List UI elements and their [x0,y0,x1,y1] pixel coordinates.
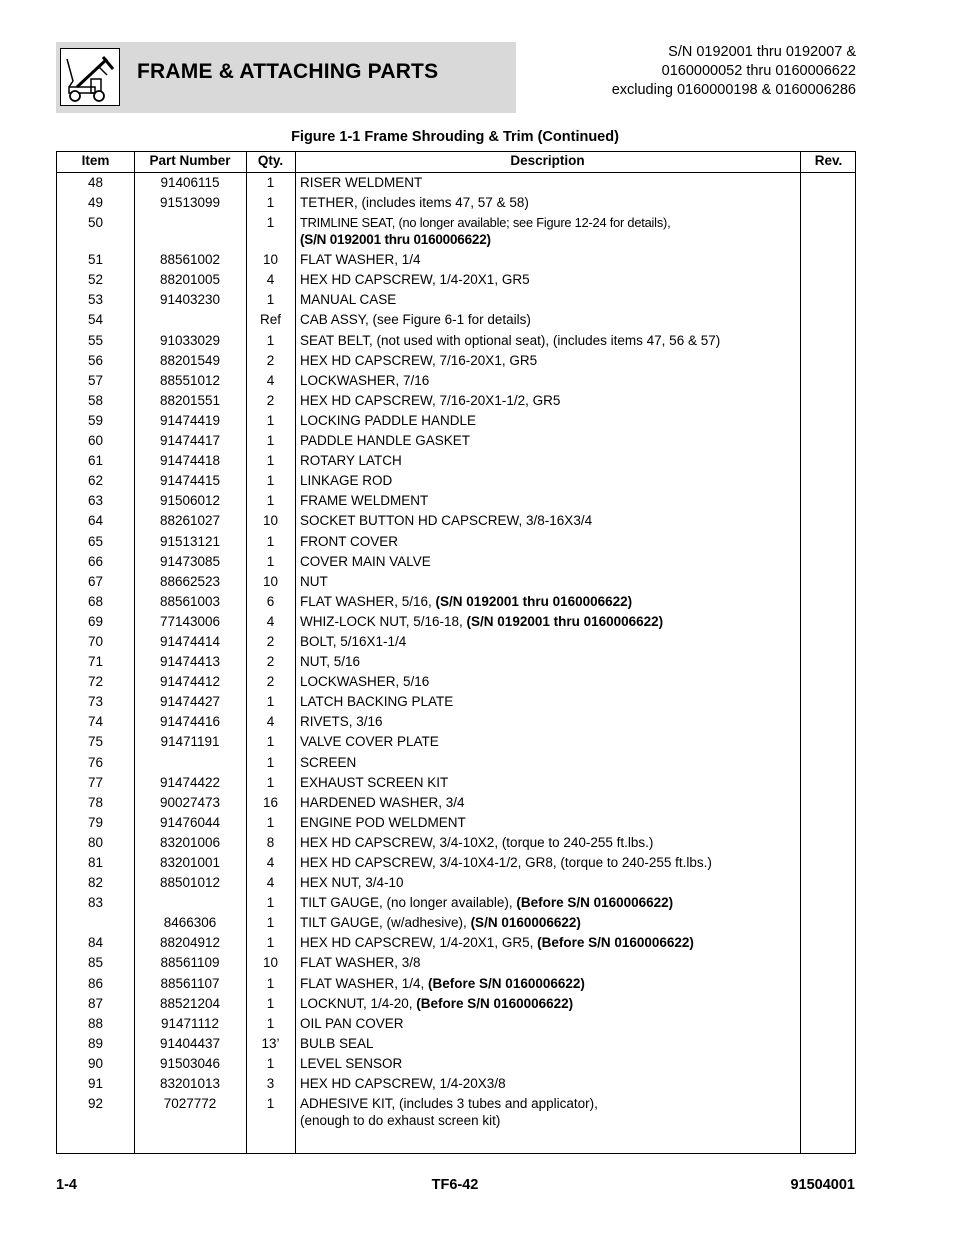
item-cell: 57 [87,372,104,388]
description-text: CAB ASSY, (see Figure 6-1 for details) [300,312,531,328]
qty-cell: 1 [266,754,275,770]
description-cell [300,452,800,469]
description-text: HEX NUT, 3/4-10 [300,875,404,891]
header-rev: Rev. [814,153,843,168]
qty-cell: 1 [266,1015,275,1031]
item-cell: 90 [87,1055,104,1071]
qty-cell: 3 [266,1076,275,1092]
table-row [57,491,857,511]
part-number-cell: 83201001 [159,855,221,870]
item-cell: 72 [87,674,104,690]
qty-cell: 10 [262,513,279,529]
item-cell: 75 [87,734,104,750]
table-row [57,974,857,994]
part-number-cell: 88561107 [160,975,220,991]
part-number-cell: 91474419 [159,412,221,428]
description-text: NUT, 5/16 [300,654,361,670]
item-cell: 91 [87,1076,104,1092]
description-cell [300,1095,800,1129]
description-cell [300,914,800,931]
part-number-cell: 88201549 [159,352,221,368]
description-cell [300,311,800,328]
item-cell: 63 [87,493,104,509]
serial-note: (S/N 0192001 thru 0160006622) [300,232,491,248]
description-text: MANUAL CASE [300,292,397,308]
part-number-cell: 88201551 [159,392,221,408]
description-text: FRONT COVER [300,533,399,549]
item-cell: 73 [87,694,104,710]
table-row [57,431,857,451]
table-row [57,572,857,592]
qty-cell: 2 [266,392,275,408]
part-number-cell: 8466306 [163,915,217,931]
item-cell: 58 [87,392,104,408]
item-cell: 65 [87,533,104,549]
serial-note: (S/N 0192001 thru 0160006622) [466,613,664,629]
description-cell [300,954,800,971]
table-row [57,612,857,632]
part-number-cell: 91474418 [159,453,221,469]
table-row [57,833,857,853]
serial-note: (Before S/N 0160006622) [537,935,694,951]
table-row [57,451,857,471]
description-text: (enough to do exhaust screen kit) [300,1113,501,1129]
part-number-cell: 91474415 [159,473,221,489]
qty-cell: 2 [266,352,275,368]
description-text: TRIMLINE SEAT, (no longer available; see Figure 12-24 for details), [300,215,671,231]
description-text: FRAME WELDMENT [300,493,429,509]
table-row [57,732,857,752]
description-text: TETHER, (includes items 47, 57 & 58) [300,195,529,211]
description-cell [300,894,800,911]
table-row [57,893,857,913]
description-text: EXHAUST SCREEN KIT [300,774,449,790]
qty-cell: 1 [266,175,275,190]
qty-cell: Ref [259,312,281,328]
qty-cell: 10 [262,573,279,589]
description-cell [300,512,800,529]
qty-cell: 1 [266,774,275,790]
qty-cell: 2 [266,674,275,690]
table-row [57,753,857,773]
item-cell: 76 [87,754,104,770]
qty-cell: 1 [266,814,275,830]
description-cell [300,372,800,389]
description-cell [300,553,800,570]
description-cell [300,174,800,191]
item-cell: 79 [87,814,104,830]
part-number-cell: 91474412 [159,674,221,690]
serial-note: (Before S/N 0160006622) [516,895,674,911]
item-cell: 84 [87,935,104,951]
item-cell: 53 [87,292,104,308]
item-cell: 48 [87,175,104,190]
item-cell: 69 [87,613,104,629]
model-number: TF6-42 [431,1177,479,1193]
description-text: ADHESIVE KIT, (includes 3 tubes and applicator), [300,1096,598,1112]
table-row [57,213,857,250]
item-cell: 89 [87,1035,104,1051]
qty-cell: 1 [266,734,275,750]
description-text: VALVE COVER PLATE [300,734,439,750]
table-row [57,290,857,310]
table-row [57,371,857,391]
qty-cell: 4 [266,372,275,388]
table-row [57,692,857,712]
description-text: HEX HD CAPSCREW, 3/4-10X2, (torque to 240-255 ft.lbs.) [300,834,654,850]
description-cell [300,573,800,590]
description-cell [300,733,800,750]
qty-cell: 4 [266,714,275,730]
table-row [57,1014,857,1034]
description-cell [300,633,800,650]
item-cell: 82 [87,875,104,891]
description-cell [300,794,800,811]
qty-cell: 1 [266,533,275,549]
description-text: HEX HD CAPSCREW, 7/16-20X1, GR5 [300,352,538,368]
serial-note: (S/N 0160006622) [470,915,581,931]
description-text: LOCKING PADDLE HANDLE [300,412,477,428]
qty-cell: 1 [266,195,275,211]
description-cell [300,291,800,308]
item-cell: 81 [87,855,104,870]
part-number-cell: 91506012 [159,493,221,509]
item-cell: 52 [87,272,104,288]
part-number-cell: 91474417 [159,433,221,449]
part-number-cell: 91474422 [159,774,221,790]
part-number-cell: 88561003 [159,593,221,609]
header-description: Description [510,153,585,168]
table-row [57,672,857,692]
qty-cell: 1 [266,473,275,489]
table-body [57,173,857,1131]
qty-cell: 1 [266,412,275,428]
table-row [57,411,857,431]
serial-line: S/N 0192001 thru 0192007 & [668,44,856,60]
table-row [57,853,857,873]
description-text: BULB SEAL [300,1035,374,1051]
table-row [57,193,857,213]
qty-cell: 1 [266,433,275,449]
part-number-cell: 88201005 [159,272,221,288]
table-row [57,331,857,351]
description-cell [300,874,800,891]
section-title: FRAME & ATTACHING PARTS [137,60,439,83]
item-cell: 87 [87,995,104,1011]
description-cell [300,774,800,791]
table-row [57,173,857,193]
item-cell: 74 [87,714,104,730]
description-cell [300,613,800,630]
qty-cell: 1 [266,915,275,931]
document-number: 91504001 [790,1177,855,1193]
table-row [57,913,857,933]
serial-note: (Before S/N 0160006622) [428,975,585,991]
qty-cell: 1 [266,215,275,231]
qty-cell: 1 [266,1055,275,1071]
part-number-cell: 91033029 [159,332,221,348]
qty-cell: 13’ [261,1035,280,1051]
table-row [57,511,857,531]
description-cell [300,593,800,610]
table-row [57,994,857,1014]
item-cell: 92 [87,1096,104,1112]
description-text: HEX HD CAPSCREW, 7/16-20X1-1/2, GR5 [300,392,561,408]
description-cell [300,754,800,771]
item-cell: 70 [87,633,104,649]
item-cell: 71 [87,654,104,670]
item-cell: 80 [87,834,104,850]
description-text: ENGINE POD WELDMENT [300,814,466,830]
qty-cell: 1 [266,975,275,991]
description-text: LATCH BACKING PLATE [300,694,454,710]
serial-line: 0160000052 thru 0160006622 [661,63,856,79]
item-cell: 78 [87,794,104,810]
description-text: LOCKNUT, 1/4-20, [300,995,417,1011]
item-cell: 66 [87,553,104,569]
description-text: PADDLE HANDLE GASKET [300,433,471,449]
part-number-cell: 88561002 [159,252,221,268]
description-text: FLAT WASHER, 3/8 [300,955,421,971]
description-cell [300,352,800,369]
telehandler-icon [60,48,120,106]
description-text: OIL PAN COVER [300,1015,404,1031]
description-text: HEX HD CAPSCREW, 3/4-10X4-1/2, GR8, (torque to 240-255 ft.lbs.) [300,855,712,870]
serial-range [612,43,856,100]
description-text: COVER MAIN VALVE [300,553,431,569]
description-text: LINKAGE ROD [300,473,393,489]
qty-cell: 1 [266,553,275,569]
description-cell [300,1015,800,1032]
description-text: TILT GAUGE, (w/adhesive), [300,915,471,931]
qty-cell: 1 [266,453,275,469]
part-number-cell: 88204912 [159,935,221,951]
description-text: BOLT, 5/16X1-1/4 [300,633,407,649]
table-row [57,1034,857,1054]
description-cell [300,271,800,288]
part-number-cell: 91471191 [160,734,220,750]
part-number-cell: 91403230 [159,292,221,308]
table-row [57,773,857,793]
description-cell [300,492,800,509]
part-number-cell: 91513121 [159,533,221,549]
item-cell: 59 [87,412,104,428]
description-text: HEX HD CAPSCREW, 1/4-20X1, GR5 [300,272,530,288]
description-text: HEX HD CAPSCREW, 1/4-20X3/8 [300,1076,506,1092]
table-row [57,310,857,330]
part-number-cell: 88521204 [159,995,221,1011]
table-row [57,391,857,411]
description-text: WHIZ-LOCK NUT, 5/16-18, [300,613,467,629]
part-number-cell: 91476044 [159,814,221,830]
qty-cell: 2 [266,633,275,649]
description-cell [300,975,800,992]
qty-cell: 10 [262,252,279,268]
table-row [57,471,857,491]
description-cell [300,653,800,670]
description-text: SCREEN [300,754,357,770]
serial-note: (Before S/N 0160006622) [416,995,574,1011]
description-cell [300,1075,800,1092]
qty-cell: 4 [266,855,275,870]
table-row [57,250,857,270]
part-number-cell: 91406115 [160,175,220,190]
item-cell: 86 [87,975,104,991]
part-number-cell: 88662523 [159,573,221,589]
description-cell [300,412,800,429]
description-cell [300,432,800,449]
description-text: LOCKWASHER, 5/16 [300,674,430,690]
qty-cell: 2 [266,654,275,670]
item-cell: 54 [87,312,104,328]
item-cell: 56 [87,352,104,368]
description-text: SOCKET BUTTON HD CAPSCREW, 3/8-16X3/4 [300,513,593,529]
table-row [57,933,857,953]
table-row [57,1074,857,1094]
description-text: SEAT BELT, (not used with optional seat), (includes items 47, 56 & 57) [300,332,721,348]
description-text: LEVEL SENSOR [300,1055,403,1071]
qty-cell: 4 [266,613,275,629]
item-cell: 83 [87,895,104,911]
table-row [57,813,857,833]
serial-line: excluding 0160000198 & 0160006286 [611,82,856,98]
qty-cell: 1 [266,292,275,308]
description-cell [300,472,800,489]
header-item: Item [81,153,110,168]
header-part-number: Part Number [149,153,231,168]
description-text: RIVETS, 3/16 [300,714,383,730]
qty-cell: 4 [266,875,275,891]
qty-cell: 1 [266,935,275,951]
part-number-cell: 91474427 [159,694,221,710]
part-number-cell: 90027473 [159,794,221,810]
table-row [57,592,857,612]
qty-cell: 1 [266,332,275,348]
item-cell: 85 [87,955,104,971]
part-number-cell: 88561109 [160,955,220,971]
table-row [57,712,857,732]
item-cell: 68 [87,593,104,609]
description-cell [300,194,800,211]
figure-title: Figure 1-1 Frame Shrouding & Trim (Continued) [291,129,619,145]
part-number-cell: 91471112 [160,1015,220,1031]
item-cell: 67 [87,573,104,589]
part-number-cell: 88261027 [159,513,221,529]
description-text: TILT GAUGE, (no longer available), [300,895,517,911]
header-qty: Qty. [257,153,284,168]
part-number-cell: 91404437 [159,1035,221,1051]
part-number-cell: 91474416 [159,714,221,730]
part-number-cell: 91474413 [159,654,221,670]
part-number-cell: 77143006 [159,613,221,629]
description-cell [300,834,800,851]
part-number-cell: 91474414 [159,633,221,649]
description-cell [300,1055,800,1072]
item-cell: 77 [87,774,104,790]
description-cell [300,814,800,831]
description-text: FLAT WASHER, 1/4, [300,975,429,991]
qty-cell: 1 [266,895,275,911]
description-text: FLAT WASHER, 1/4 [300,252,421,268]
description-text: HEX HD CAPSCREW, 1/4-20X1, GR5, [300,935,538,951]
part-number-cell: 91503046 [159,1055,221,1071]
description-text: RISER WELDMENT [300,175,423,190]
description-text: HARDENED WASHER, 3/4 [300,794,465,810]
description-cell [300,1035,800,1052]
item-cell: 50 [87,215,104,231]
item-cell: 61 [87,453,104,469]
description-cell [300,713,800,730]
item-cell: 62 [87,473,104,489]
description-cell [300,934,800,951]
description-cell [300,214,800,248]
part-number-cell: 91513099 [159,195,221,211]
qty-cell: 10 [262,955,279,971]
item-cell: 55 [87,332,104,348]
qty-cell: 16 [262,794,279,810]
description-text: NUT [300,573,328,589]
page-number: 1-4 [56,1177,77,1193]
item-cell: 88 [87,1015,104,1031]
table-row [57,793,857,813]
table-row [57,1054,857,1074]
table-row [57,632,857,652]
table-row [57,552,857,572]
description-cell [300,673,800,690]
table-row [57,532,857,552]
description-cell [300,392,800,409]
part-number-cell: 83201006 [159,834,221,850]
description-cell [300,332,800,349]
part-number-cell: 7027772 [163,1096,217,1112]
qty-cell: 4 [266,272,275,288]
table-row [57,270,857,290]
description-cell [300,533,800,550]
description-cell [300,995,800,1012]
qty-cell: 8 [266,834,275,850]
item-cell: 64 [87,513,104,529]
table-row [57,1094,857,1131]
description-cell [300,693,800,710]
qty-cell: 6 [266,593,275,609]
table-row [57,652,857,672]
qty-cell: 1 [266,1096,275,1112]
serial-note: (S/N 0192001 thru 0160006622) [435,593,633,609]
table-row [57,873,857,893]
table-row [57,953,857,973]
part-number-cell: 91473085 [159,553,221,569]
part-number-cell: 83201013 [159,1076,221,1092]
description-text: LOCKWASHER, 7/16 [300,372,430,388]
part-number-cell: 88501012 [159,875,221,891]
description-cell [300,251,800,268]
description-cell [300,854,800,871]
parts-table [56,151,856,1154]
qty-cell: 1 [266,493,275,509]
description-text: ROTARY LATCH [300,453,402,469]
item-cell: 60 [87,433,104,449]
description-text: FLAT WASHER, 5/16, [300,593,436,609]
qty-cell: 1 [266,995,275,1011]
item-cell: 51 [87,252,104,268]
qty-cell: 1 [266,694,275,710]
table-row [57,351,857,371]
part-number-cell: 88551012 [159,372,221,388]
item-cell: 49 [87,195,104,211]
